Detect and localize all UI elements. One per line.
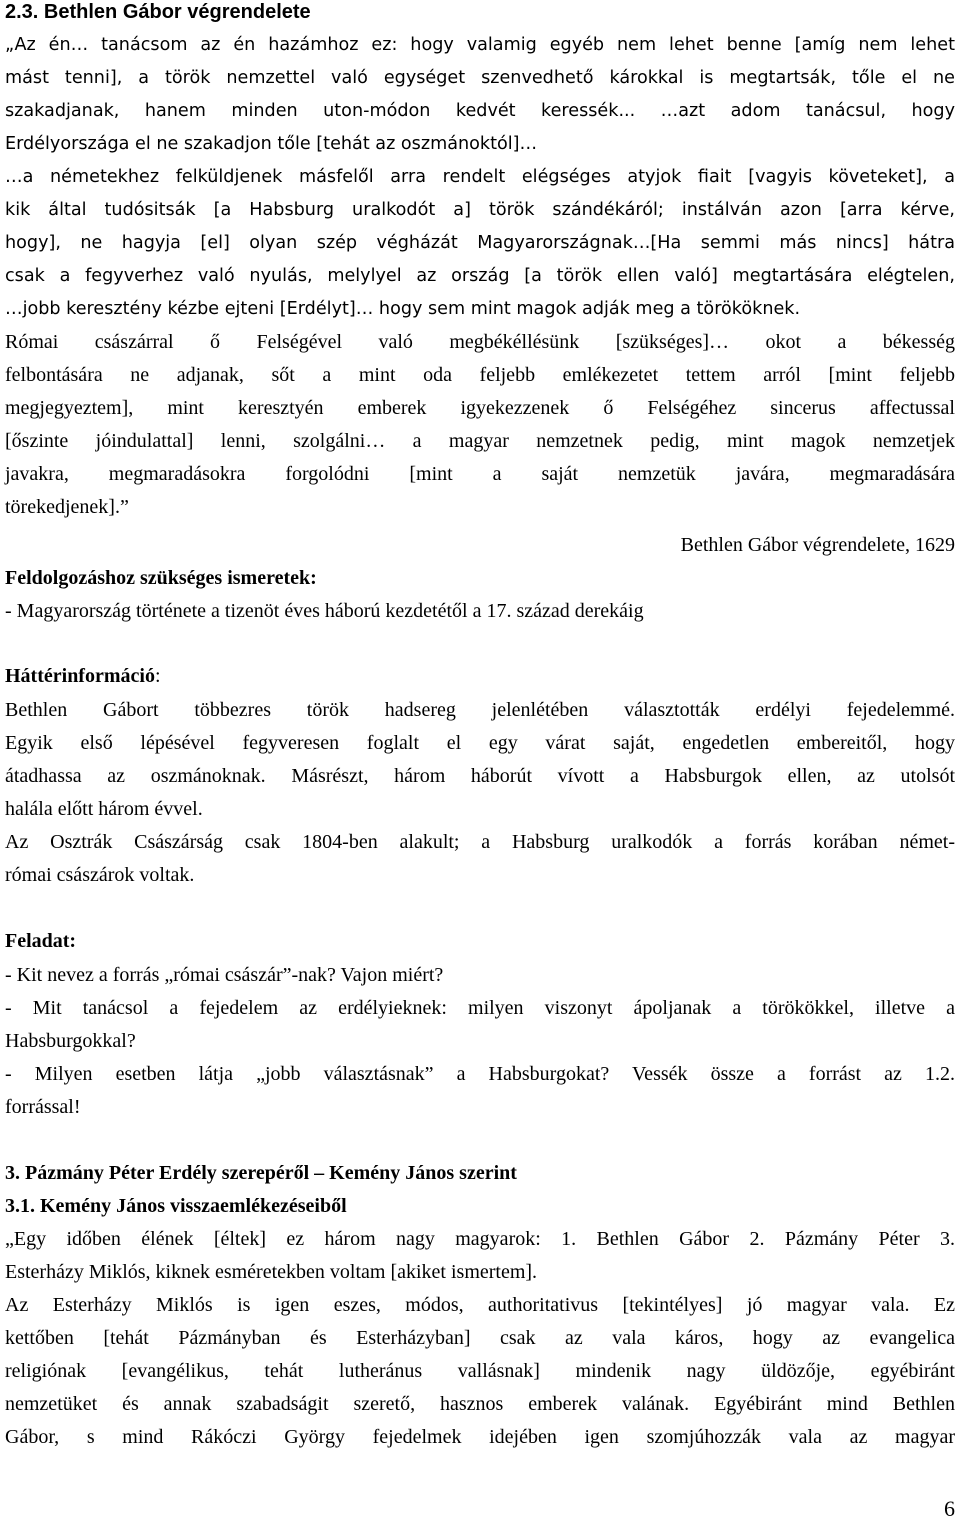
background-line: átadhassa az oszmánoknak. Másrészt, három háborút vívott a Habsburgok ellen, az utolsót: [5, 765, 955, 787]
bethlen-quote: [5, 29, 955, 524]
knowledge-item: - Magyarország története a tizenöt éves háború kezdetétől a 17. század derekáig: [5, 600, 644, 622]
quote-line: „Egy időben élének [éltek] ez három nagy magyarok: 1. Bethlen Gábor 2. Pázmány Péter 3.: [5, 1228, 955, 1250]
background-line: halála előtt három évvel.: [5, 798, 203, 820]
background-line: Bethlen Gábort többezres török hadsereg jelenlétében választották erdélyi fejedelemmé.: [5, 699, 955, 721]
quote-line: „Az én… tanácsom az én hazámhoz ez: hogy valamig egyéb nem lehet benne [amíg nem lehet: [5, 35, 955, 55]
knowledge-heading: Feldolgozáshoz szükséges ismeretek:: [5, 567, 317, 589]
background-heading-line: [5, 660, 161, 693]
quote-line: szakadjanak, hanem minden uton-módon kedvét keressék... …azt adom tanácsul, hogy: [5, 101, 955, 121]
quote-line: kettőben [tehát Pázmányban és Esterházyban] csak az vala káros, hogy az evangelica: [5, 1327, 955, 1349]
quote-line: religiónak [evangélikus, tehát lutheránus vallásnak] mindenik nagy üldözője, egyébiránt: [5, 1360, 955, 1382]
quote-line: törekedjenek].”: [5, 496, 129, 518]
section-title: 2.3. Bethlen Gábor végrendelete: [5, 1, 311, 23]
quote-line: javakra, megmaradásokra forgolódni [mint a saját nemzetük javára, megmaradására: [5, 463, 955, 485]
source-citation: Bethlen Gábor végrendelete, 1629: [680, 534, 955, 556]
quote-line: Gábor, s mind Rákóczi György fejedelmek idejében igen szomjúhozzák vala az magyar: [5, 1426, 955, 1448]
quote-line: nemzetüket és annak szabadságit szerető, hasznos emberek valának. Egyébiránt mind Bethlen: [5, 1393, 955, 1415]
task-question: - Kit nevez a forrás „római császár”-nak? Vajon miért?: [5, 964, 444, 986]
task-question: Habsburgokkal?: [5, 1030, 136, 1052]
quote-line: Római császárral ő Felségével való megbékéllésünk [szükséges]… okot a békesség: [5, 331, 955, 353]
task-question: - Milyen esetben látja „jobb választásnak” a Habsburgokat? Vessék össze a forrást az 1.2.: [5, 1063, 955, 1085]
quote-line: felbontására ne adjanak, sőt a mint oda feljebb emlékezetet tettem arról [mint feljebb: [5, 364, 955, 386]
task-question: forrással!: [5, 1096, 81, 1118]
section31-title: 3.1. Kemény János visszaemlékezéseiből: [5, 1195, 347, 1217]
page-number: 6: [944, 1496, 955, 1521]
quote-line: csak a fegyverhez való nyulás, melylyel az ország [a török ellen való] megtartására elégtelen,: [5, 266, 955, 286]
background-line: Az Osztrák Császárság csak 1804-ben alakult; a Habsburg uralkodók a forrás korában német-: [5, 831, 955, 853]
quote-line: [őszinte jóindulattal] lenni, szolgálni… a magyar nemzetnek pedig, mint magok nemzetjek: [5, 430, 955, 452]
quote-line: Esterházy Miklós, kiknek esméretekben voltam [akiket ismertem].: [5, 1261, 538, 1283]
quote-line: kik által tudósitsák [a Habsburg uralkodót a] török szándékáról; instálván azon [arra kérve,: [5, 200, 955, 220]
quote-line: hogy], ne hagyja [el] olyan szép végházát Magyarországnak…[Ha semmi más nincs] hátra: [5, 233, 955, 253]
background-heading: Háttérinformáció: [5, 665, 155, 687]
quote-line: …jobb keresztény kézbe ejteni [Erdélyt]… hogy sem mint magok adják meg a törököknek.: [5, 299, 801, 319]
background-line: római császárok voltak.: [5, 864, 195, 886]
background-line: Egyik első lépésével fegyveresen foglalt el egy várat saját, engedetlen embereitől, hogy: [5, 732, 955, 754]
quote-line: …a németekhez felküldjenek másfelől arra rendelt elégséges atyjok fiait [vagyis követeket], a: [5, 167, 955, 187]
quote-line: megjegyeztem], mint keresztyén emberek igyekezzenek ő Felségéhez sincerus affectussal: [5, 397, 955, 419]
task-heading: Feladat:: [5, 930, 77, 952]
task-list: [5, 959, 955, 1124]
kemeny-quote: [5, 1223, 955, 1454]
background-text: [5, 694, 955, 892]
task-question: - Mit tanácsol a fejedelem az erdélyieknek: milyen viszonyt ápoljanak a törökökkel, illetve a: [5, 997, 955, 1019]
quote-line: Erdélyországa el ne szakadjon tőle [tehát az oszmánoktól]…: [5, 134, 538, 154]
background-colon: :: [154, 665, 161, 687]
quote-line: Az Esterházy Miklós is igen eszes, módos, authoritativus [tekintélyes] jó magyar vala. Ez: [5, 1294, 955, 1316]
section3-title: 3. Pázmány Péter Erdély szerepéről – Kemény János szerint: [5, 1162, 517, 1184]
quote-line: mást tenni], a török nemzettel való egységet szenvedhető károkkal is megtartsák, tőle el ne: [5, 68, 955, 88]
